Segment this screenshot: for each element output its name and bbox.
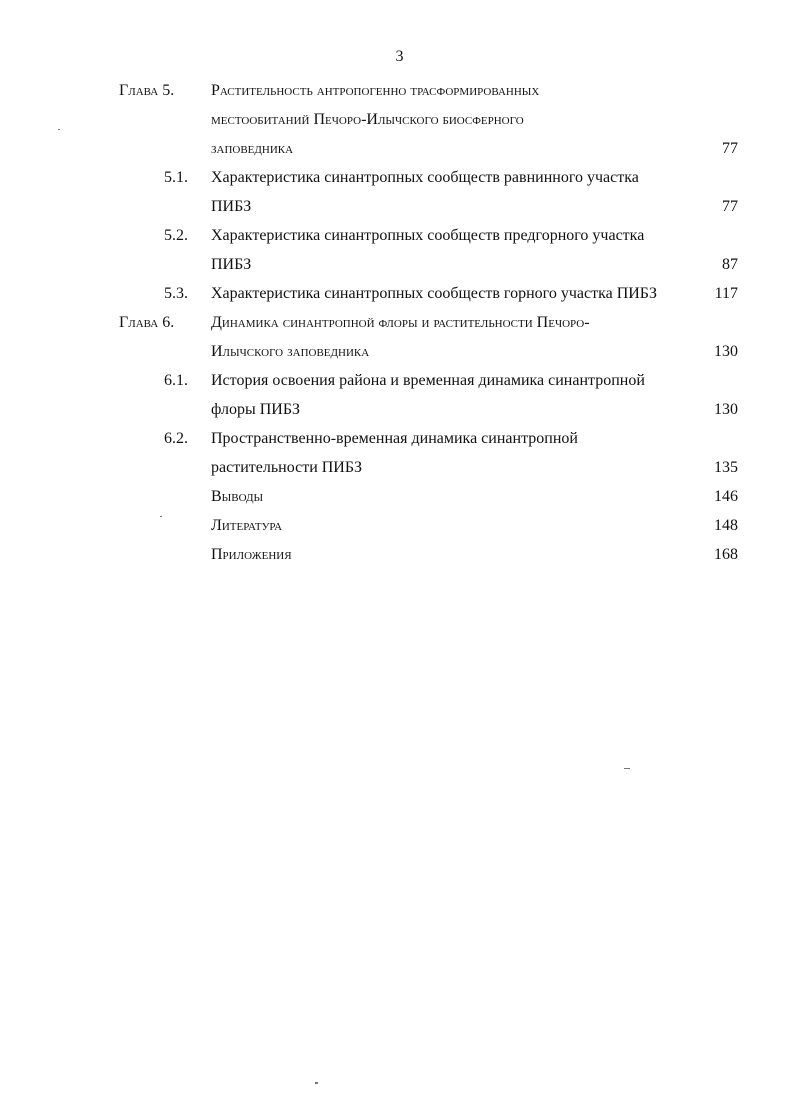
conclusions-title: Выводы (211, 488, 264, 505)
page-number: 3 (395, 48, 404, 65)
toc-section-5-3-line-1 (0, 279, 799, 308)
toc-section-5-1-line-2 (0, 192, 799, 221)
section-6-2-label: 6.2. (164, 430, 188, 447)
section-5-1-title-part-1: Характеристика синантропных сообществ равнинного участка (211, 169, 639, 186)
toc-section-6-2-line-1 (0, 424, 799, 453)
table-of-contents (0, 76, 799, 569)
toc-section-6-2-line-2 (0, 453, 799, 482)
chapter-6-page: 130 (714, 343, 738, 360)
section-5-2-page: 87 (722, 256, 738, 273)
toc-chapter-6-line-1 (0, 308, 799, 337)
section-5-1-page: 77 (722, 198, 738, 215)
toc-chapter-5-line-1 (0, 76, 799, 105)
appendices-page: 168 (714, 546, 738, 563)
section-6-1-title-part-1: История освоения района и временная динамика синантропной (211, 372, 645, 389)
toc-literature (0, 511, 799, 540)
scan-speck (160, 516, 162, 517)
chapter-6-label: Глава 6. (119, 314, 175, 331)
section-6-1-page: 130 (714, 401, 738, 418)
chapter-5-label: Глава 5. (119, 82, 175, 99)
toc-section-5-2-line-1 (0, 221, 799, 250)
toc-chapter-6-line-2 (0, 337, 799, 366)
section-5-3-page: 117 (714, 285, 738, 302)
toc-section-5-1-line-1 (0, 163, 799, 192)
scan-speck (58, 129, 60, 130)
toc-chapter-5-line-3 (0, 134, 799, 163)
chapter-5-page: 77 (722, 140, 738, 157)
chapter-5-title-part-2: местообитаний Печоро-Илычского биосферного (211, 111, 524, 128)
literature-title: Литература (211, 517, 283, 534)
toc-appendices (0, 540, 799, 569)
section-5-1-label: 5.1. (164, 169, 188, 186)
scan-speck (624, 768, 630, 769)
chapter-5-title-part-3: заповедника (211, 140, 294, 157)
section-5-2-title-part-2: ПИБЗ (211, 256, 252, 273)
section-6-2-title-part-2: растительности ПИБЗ (211, 459, 363, 476)
scan-speck (315, 1082, 318, 1084)
section-5-2-label: 5.2. (164, 227, 188, 244)
section-6-1-label: 6.1. (164, 372, 188, 389)
section-6-2-page: 135 (714, 459, 738, 476)
section-5-2-title-part-1: Характеристика синантропных сообществ предгорного участка (211, 227, 645, 244)
chapter-6-title-part-2: Илычского заповедника (211, 343, 370, 360)
toc-section-6-1-line-2 (0, 395, 799, 424)
chapter-5-title-part-1: Растительность антропогенно трасформированных (211, 82, 540, 99)
literature-page: 148 (714, 517, 738, 534)
toc-section-5-2-line-2 (0, 250, 799, 279)
section-5-3-label: 5.3. (164, 285, 188, 302)
toc-chapter-5-line-2 (0, 105, 799, 134)
section-5-1-title-part-2: ПИБЗ (211, 198, 252, 215)
section-5-3-title: Характеристика синантропных сообществ горного участка ПИБЗ (211, 285, 658, 302)
toc-section-6-1-line-1 (0, 366, 799, 395)
conclusions-page: 146 (714, 488, 738, 505)
toc-conclusions (0, 482, 799, 511)
section-6-2-title-part-1: Пространственно-временная динамика синантропной (211, 430, 578, 447)
section-6-1-title-part-2: флоры ПИБЗ (211, 401, 301, 418)
appendices-title: Приложения (211, 546, 292, 563)
chapter-6-title-part-1: Динамика синантропной флоры и растительности Печоро- (211, 314, 590, 331)
